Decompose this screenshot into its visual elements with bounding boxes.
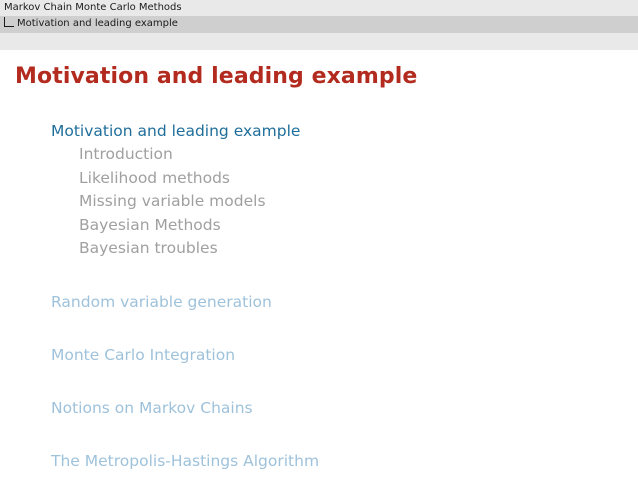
toc-subsection-introduction[interactable]: Introduction — [79, 145, 173, 163]
toc-current-section[interactable]: Motivation and leading example — [51, 122, 301, 140]
frame-title: Motivation and leading example — [15, 64, 418, 89]
header-section-breadcrumb — [4, 17, 178, 29]
tree-elbow-icon — [4, 17, 14, 27]
toc-subsection-bayesian-troubles[interactable]: Bayesian troubles — [79, 239, 218, 257]
toc-section-random-variable-generation[interactable]: Random variable generation — [51, 292, 272, 311]
header-bar-bottom — [0, 33, 638, 50]
toc-section-markov-chains[interactable]: Notions on Markov Chains — [51, 398, 253, 417]
table-of-contents — [51, 120, 319, 473]
toc-section-monte-carlo-integration[interactable]: Monte Carlo Integration — [51, 345, 236, 364]
header-bar-top — [0, 0, 638, 16]
toc-subsection-likelihood-methods[interactable]: Likelihood methods — [79, 168, 231, 187]
toc-section-metropolis-hastings[interactable]: The Metropolis-Hastings Algorithm — [51, 451, 320, 470]
header-doc-title: Markov Chain Monte Carlo Methods — [4, 2, 182, 13]
toc-subsection-missing-variable-models[interactable]: Missing variable models — [79, 192, 266, 210]
header-section-title: Motivation and leading example — [17, 18, 178, 29]
toc-subsection-bayesian-methods[interactable]: Bayesian Methods — [79, 215, 221, 234]
